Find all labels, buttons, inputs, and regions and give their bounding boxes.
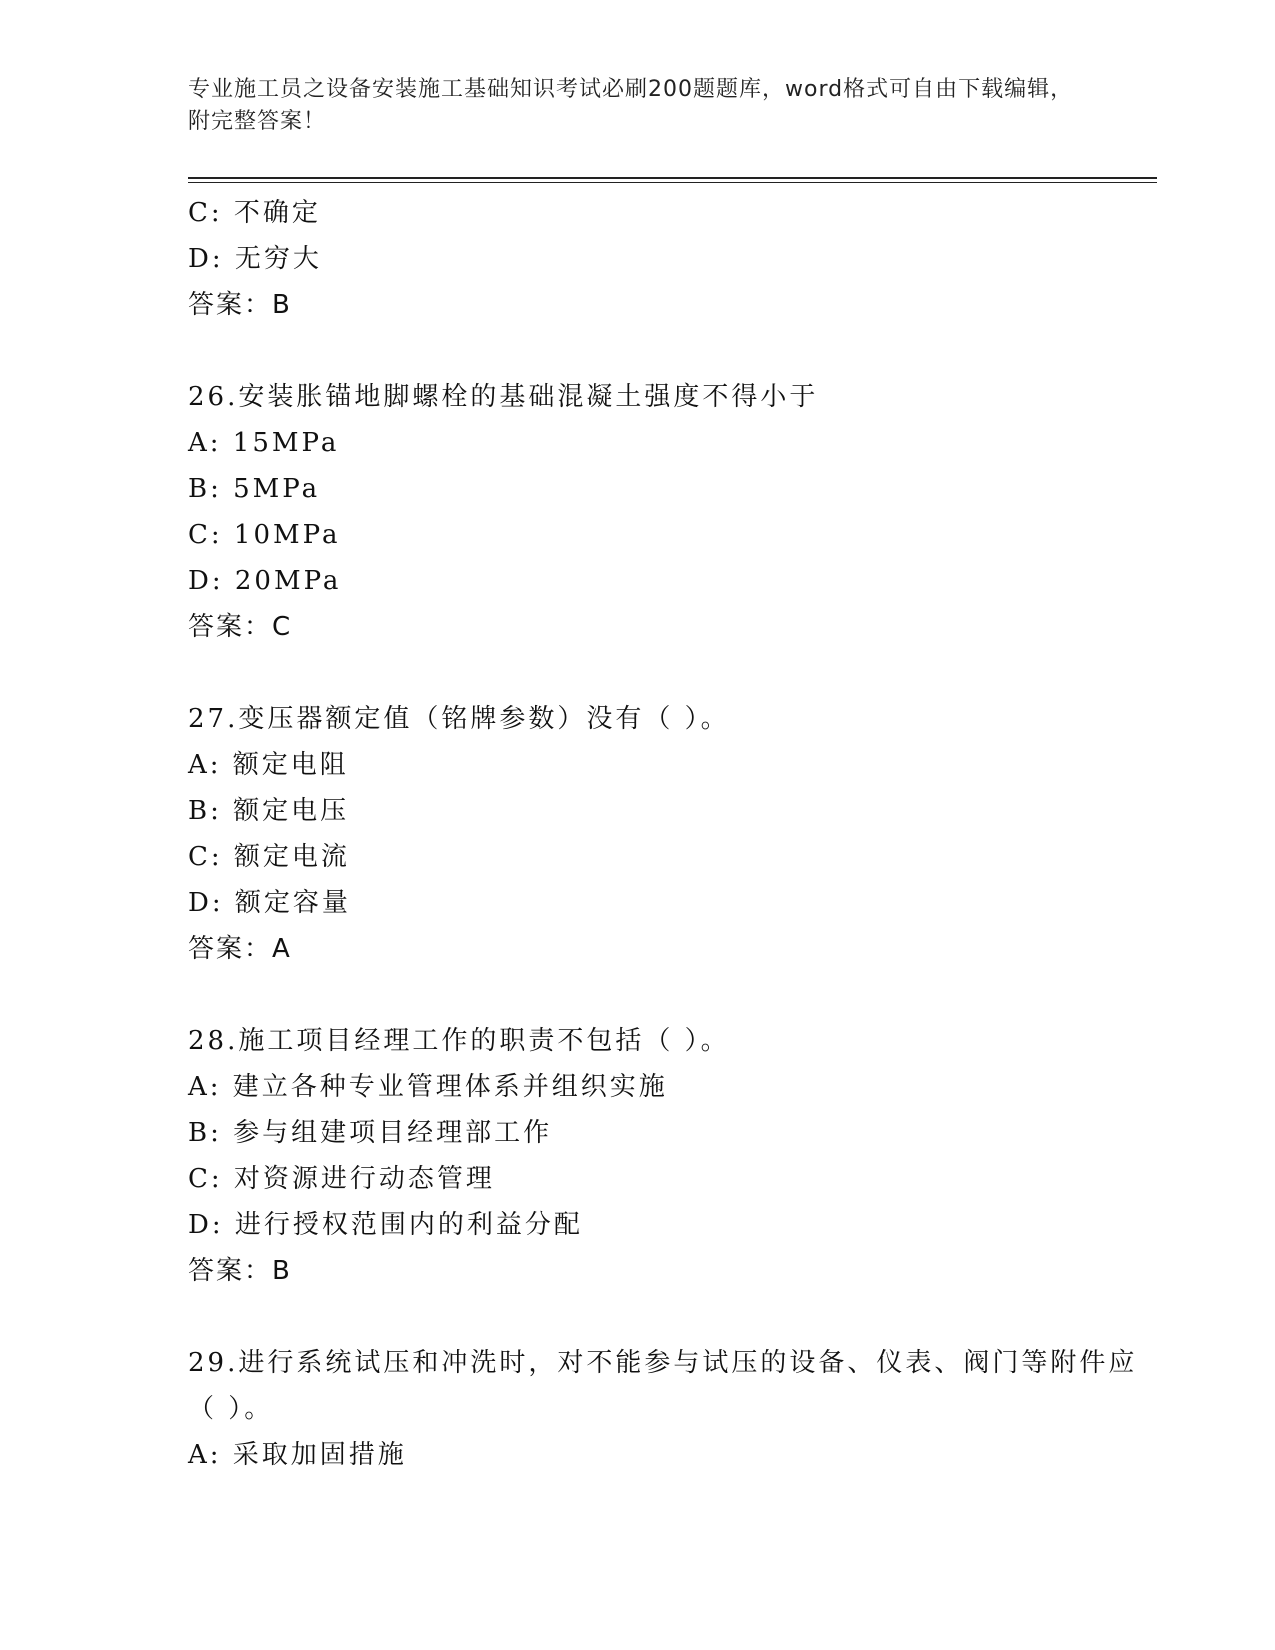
- question-stem: 27.变压器额定值（铭牌参数）没有（ ）。: [188, 704, 730, 734]
- question-stem: 26.安装胀锚地脚螺栓的基础混凝土强度不得小于: [188, 382, 819, 412]
- question-stem: 29.进行系统试压和冲洗时，对不能参与试压的设备、仪表、阀门等附件应（ ）。: [188, 1348, 1138, 1424]
- question-list: [188, 190, 1148, 1478]
- question-26: [188, 374, 1148, 650]
- question-stem: 28.施工项目经理工作的职责不包括（ ）。: [188, 1026, 730, 1056]
- option-c: C: 10MPa: [188, 520, 341, 550]
- question-28: [188, 1018, 1148, 1294]
- option-b: B: 参与组建项目经理部工作: [188, 1118, 553, 1148]
- header-divider-thin: [188, 182, 1157, 183]
- option-a: A: 15MPa: [188, 428, 340, 458]
- spacer: [188, 328, 1148, 374]
- spacer: [188, 1294, 1148, 1340]
- option-d: D: 进行授权范围内的利益分配: [188, 1210, 583, 1240]
- option-a: A: 采取加固措施: [188, 1440, 407, 1470]
- answer: 答案：A: [188, 934, 292, 964]
- option-b: B: 额定电压: [188, 796, 350, 826]
- question-27: [188, 696, 1148, 972]
- spacer: [188, 972, 1148, 1018]
- option-d: D: 额定容量: [188, 888, 351, 918]
- answer: 答案：B: [188, 1256, 292, 1286]
- option-c: C: 不确定: [188, 198, 321, 228]
- option-c: C: 对资源进行动态管理: [188, 1164, 495, 1194]
- option-a: A: 额定电阻: [188, 750, 349, 780]
- option-c: C: 额定电流: [188, 842, 350, 872]
- option-a: A: 建立各种专业管理体系并组织实施: [188, 1072, 668, 1102]
- question-29: [188, 1340, 1148, 1478]
- option-b: B: 5MPa: [188, 474, 321, 504]
- header-divider-thick: [188, 177, 1157, 179]
- answer: 答案：B: [188, 290, 292, 320]
- document-header: 专业施工员之设备安装施工基础知识考试必刷200题题库，word格式可自由下载编辑，附完整答案！: [188, 77, 1074, 134]
- answer: 答案：C: [188, 612, 293, 642]
- option-d: D: 20MPa: [188, 566, 342, 596]
- option-d: D: 无穷大: [188, 244, 322, 274]
- spacer: [188, 650, 1148, 696]
- question-25-continuation: [188, 190, 1148, 328]
